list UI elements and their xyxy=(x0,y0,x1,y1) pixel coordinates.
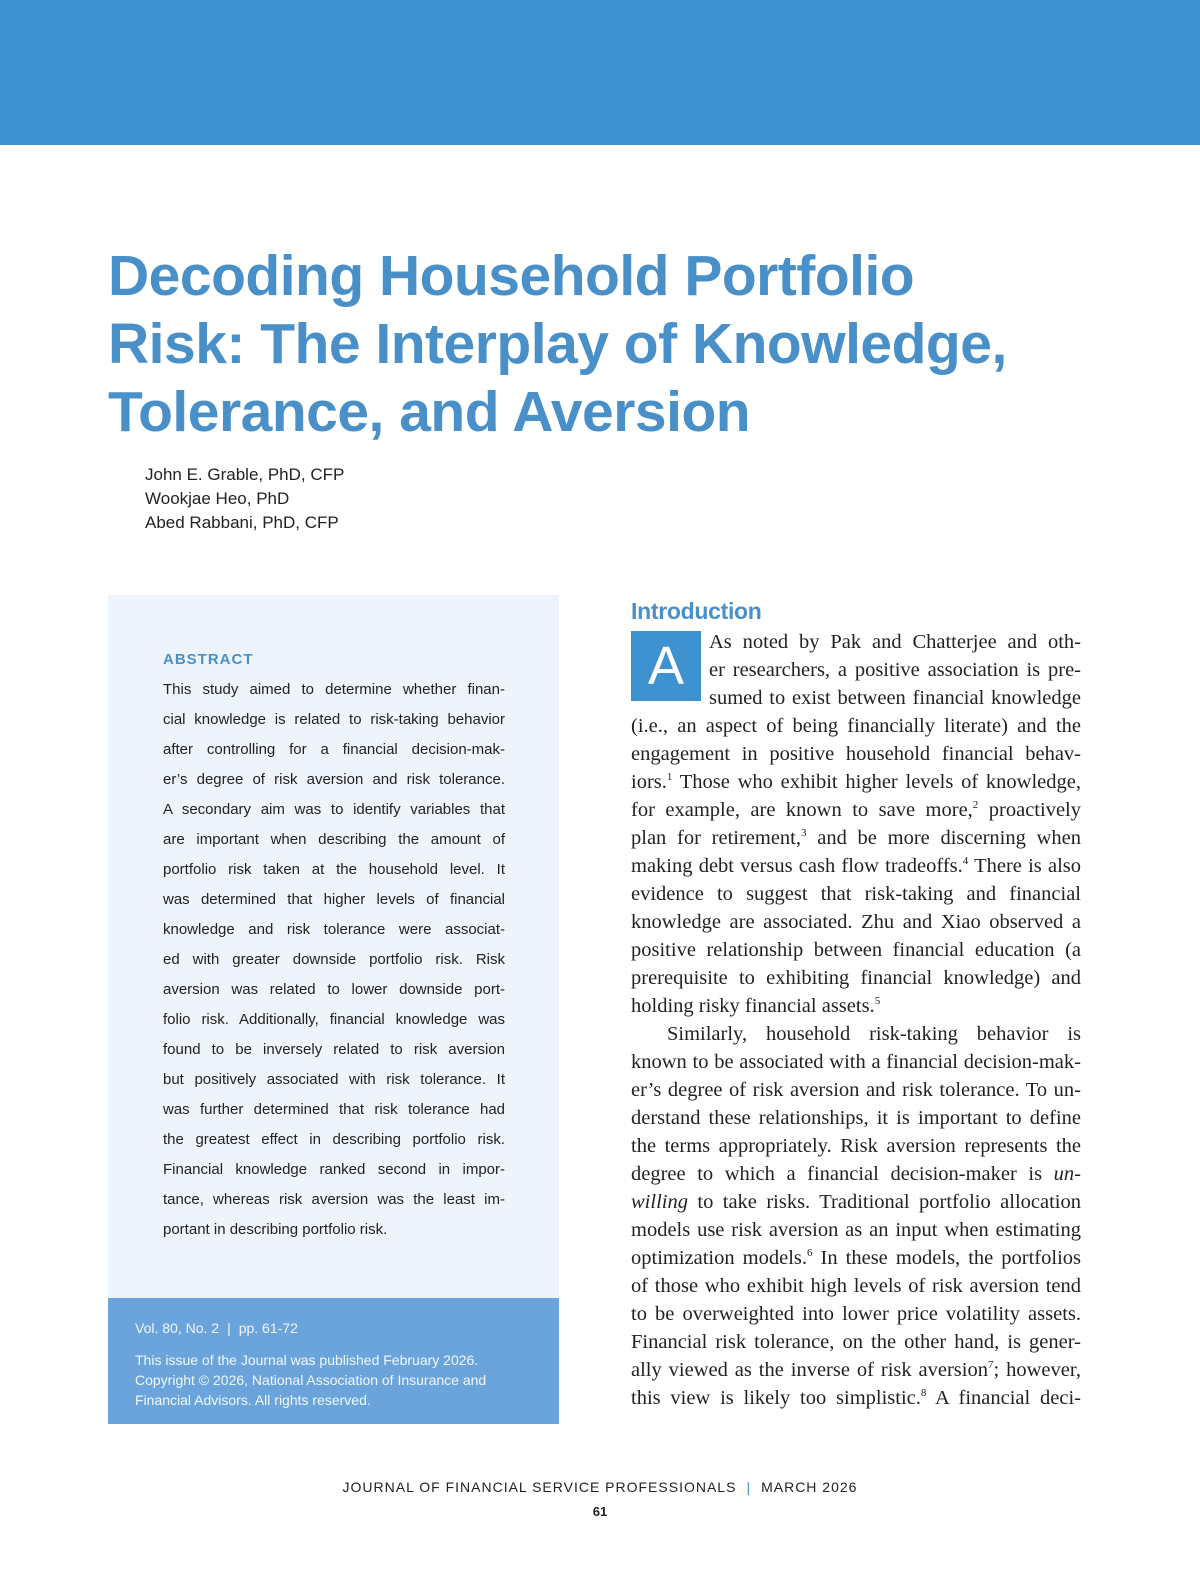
abstract-line: was determined that higher levels of financial xyxy=(163,891,505,908)
section-heading-introduction: Introduction xyxy=(631,598,762,624)
copyright-line: Financial Advisors. All rights reserved. xyxy=(135,1392,371,1408)
footnote-ref[interactable]: 8 xyxy=(920,1387,927,1399)
body-text-run: this view is likely too simplistic. xyxy=(631,1387,921,1409)
body-line: positive relationship between financial education (a xyxy=(631,939,1081,961)
abstract-heading: ABSTRACT xyxy=(163,651,254,668)
body-line: er’s degree of risk aversion and risk tolerance. To un- xyxy=(631,1079,1081,1101)
author: Abed Rabbani, PhD, CFP xyxy=(145,513,339,532)
body-line: knowledge are associated. Zhu and Xiao observed a xyxy=(631,911,1081,933)
body-text-run: proactively xyxy=(978,799,1081,821)
volume-separator: | xyxy=(227,1320,231,1336)
body-line xyxy=(631,1356,1081,1384)
body-text-run: Those who exhibit higher levels of knowledge, xyxy=(672,771,1081,793)
body-text-run: making debt versus cash flow tradeoffs. xyxy=(631,855,963,877)
body-line: Similarly, household risk-taking behavior is xyxy=(667,1023,1081,1045)
title-line: Decoding Household Portfolio xyxy=(108,244,915,308)
header-band xyxy=(0,0,1200,145)
body-text-run: In these models, the portfolios xyxy=(812,1247,1082,1269)
author-list xyxy=(145,463,344,535)
body-line xyxy=(631,1160,1081,1188)
abstract-line: portant in describing portfolio risk. xyxy=(163,1221,388,1238)
footnote-ref[interactable]: 2 xyxy=(972,799,979,811)
copyright-line: This issue of the Journal was published February 2026. xyxy=(135,1352,479,1368)
body-line: prerequisite to exhibiting financial knowledge) and xyxy=(631,967,1081,989)
body-text-run: holding risky financial assets. xyxy=(631,995,875,1017)
body-text-run: degree to which a financial decision-maker is xyxy=(631,1163,1054,1185)
abstract-line: after controlling for a financial decision-mak- xyxy=(163,741,505,758)
copyright-line: Copyright © 2026, National Association of Insurance and xyxy=(135,1372,487,1388)
body-text-run: optimization models. xyxy=(631,1247,808,1269)
italic-text-run: un- xyxy=(1053,1163,1081,1185)
journal-name: JOURNAL OF FINANCIAL SERVICE PROFESSIONALS xyxy=(342,1479,737,1495)
body-line xyxy=(631,1244,1081,1272)
running-footer xyxy=(0,1479,1200,1495)
abstract-line: folio risk. Additionally, financial knowledge was xyxy=(163,1011,505,1028)
body-text-run: and be more discerning when xyxy=(806,827,1081,849)
abstract-line: cial knowledge is related to risk-taking behavior xyxy=(163,711,505,728)
body-line: to be overweighted into lower price volatility assets. xyxy=(631,1303,1081,1325)
footnote-ref[interactable]: 5 xyxy=(874,995,881,1007)
volume-info xyxy=(135,1320,298,1336)
abstract-line: This study aimed to determine whether finan- xyxy=(163,681,505,698)
body-line xyxy=(631,1188,1081,1216)
body-text-run: for example, are known to save more, xyxy=(631,799,973,821)
abstract-line: found to be inversely related to risk aversion xyxy=(163,1041,505,1058)
abstract-line: tance, whereas risk aversion was the least im- xyxy=(163,1191,505,1208)
author: John E. Grable, PhD, CFP xyxy=(145,465,345,484)
footnote-ref[interactable]: 6 xyxy=(807,1247,813,1259)
abstract-text xyxy=(163,675,505,1245)
body-text-run: There is also xyxy=(968,855,1082,877)
drop-cap: A xyxy=(631,631,701,701)
introduction-body xyxy=(631,628,1081,1412)
issue-date: MARCH 2026 xyxy=(761,1479,858,1495)
article-title xyxy=(108,242,1108,446)
body-line xyxy=(631,824,1081,852)
abstract-line: aversion was related to lower downside port- xyxy=(163,981,505,998)
copyright-note xyxy=(135,1350,545,1410)
body-line: (i.e., an aspect of being financially literate) and the xyxy=(631,715,1081,737)
body-text-run: ally viewed as the inverse of risk aversion xyxy=(631,1359,988,1381)
title-line: Risk: The Interplay of Knowledge, xyxy=(108,312,1007,376)
body-line: derstand these relationships, it is important to define xyxy=(631,1107,1081,1129)
title-line: Tolerance, and Aversion xyxy=(108,380,751,444)
footnote-ref[interactable]: 4 xyxy=(962,855,969,867)
abstract-line: the greatest effect in describing portfolio risk. xyxy=(163,1131,505,1148)
body-line xyxy=(631,796,1081,824)
footer-separator: | xyxy=(746,1479,752,1495)
body-line xyxy=(631,852,1081,880)
body-line xyxy=(631,1384,1081,1412)
body-line: engagement in positive household financial behav- xyxy=(631,743,1081,765)
page-number: 61 xyxy=(592,1504,608,1519)
volume-number: Vol. 80, No. 2 xyxy=(135,1320,220,1336)
body-line: known to be associated with a financial decision-mak- xyxy=(631,1051,1081,1073)
abstract-line: portfolio risk taken at the household level. It xyxy=(163,861,505,878)
abstract-line: are important when describing the amount of xyxy=(163,831,505,848)
abstract-line: knowledge and risk tolerance were associat- xyxy=(163,921,505,938)
body-text-run: iors. xyxy=(631,771,667,793)
abstract-line: ed with greater downside portfolio risk. Risk xyxy=(163,951,505,968)
abstract-line: was further determined that risk tolerance had xyxy=(163,1101,505,1118)
body-line: As noted by Pak and Chatterjee and oth- xyxy=(709,631,1081,653)
footnote-ref[interactable]: 3 xyxy=(801,827,807,839)
publication-info-panel xyxy=(108,1298,559,1424)
author: Wookjae Heo, PhD xyxy=(145,489,290,508)
footnote-ref[interactable]: 7 xyxy=(987,1359,994,1371)
body-text-run: to take risks. Traditional portfolio allocation xyxy=(687,1191,1081,1213)
body-line: evidence to suggest that risk-taking and financial xyxy=(631,883,1081,905)
body-text-run: ; however, xyxy=(993,1359,1081,1381)
abstract-line: A secondary aim was to identify variables that xyxy=(163,801,505,818)
abstract-line: but positively associated with risk tolerance. It xyxy=(163,1071,505,1088)
body-line: er researchers, a positive association is pre- xyxy=(709,659,1081,681)
body-line: the terms appropriately. Risk aversion represents the xyxy=(631,1135,1081,1157)
abstract-line: er’s degree of risk aversion and risk tolerance. xyxy=(163,771,505,788)
italic-text-run: willing xyxy=(631,1191,688,1213)
body-line: models use risk aversion as an input when estimating xyxy=(631,1219,1081,1241)
body-line: Financial risk tolerance, on the other hand, is gener- xyxy=(631,1331,1081,1353)
body-text-run: plan for retirement, xyxy=(631,827,802,849)
page-range: pp. 61-72 xyxy=(238,1320,298,1336)
body-line xyxy=(631,992,1081,1020)
body-line: of those who exhibit high levels of risk aversion tend xyxy=(631,1275,1081,1297)
body-line: sumed to exist between financial knowledge xyxy=(709,687,1081,709)
abstract-line: Financial knowledge ranked second in impor- xyxy=(163,1161,505,1178)
body-text-run: A financial deci- xyxy=(926,1387,1081,1409)
footnote-ref[interactable]: 1 xyxy=(666,771,673,783)
body-line xyxy=(631,768,1081,796)
